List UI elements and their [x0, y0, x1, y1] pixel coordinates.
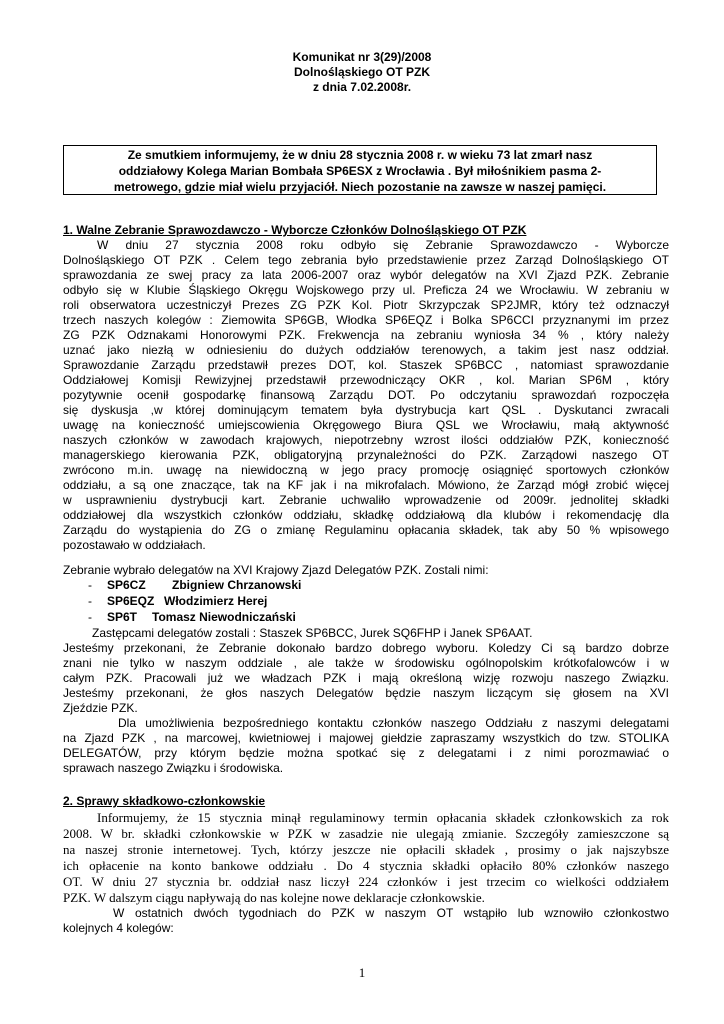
- paragraph-line: DELEGATÓW, przy którym będzie można spotkać się z delegatami i z nimi porozmawiać o: [63, 746, 669, 760]
- paragraph-line: się dyskusja ,w której dominującym tematem była dystrybucja kart QSL . Dyskutanci zwracali: [63, 403, 669, 417]
- paragraph-line: Zastępcami delegatów zostali : Staszek SP6BCC, Jurek SQ6FHP i Janek SP6AAT.: [92, 626, 533, 640]
- delegate-callsign: SP6T: [107, 610, 138, 624]
- delegate-name: Włodzimierz Herej: [164, 594, 268, 608]
- paragraph-line: oddziału, a są one znaczące, tak na KF jak i na mikrofalach. Mówiono, że Zarząd mógł zrobić więcej: [63, 478, 669, 492]
- header-title: Komunikat nr 3(29)/2008: [292, 50, 432, 64]
- paragraph-line: pozostawało w oddziałach.: [63, 538, 206, 552]
- paragraph-line: ZG PZK Odznakami Honorowymi PZK. Frekwencja na zebraniu wyniosła 34 % , który należy: [63, 328, 669, 342]
- paragraph-line: w usprawnieniu dystrybucji kart. Zebranie uchwaliło wprowadzenie od 2009r. jednolitej składki: [63, 493, 669, 507]
- paragraph-line: PZK. W dalszym ciągu napływają do nas kolejne nowe deklaracje członkowskie.: [63, 890, 485, 905]
- header-organization: Dolnośląskiego OT PZK: [293, 65, 431, 79]
- section-1-title: 1. Walne Zebranie Sprawozdawczo - Wyborcze Członków Dolnośląskiego OT PZK: [63, 223, 527, 237]
- paragraph-line: Zarządu do wystąpienia do ZG o zmianę Regulaminu opłacania składek, tak aby 50 % wpisowego: [63, 523, 669, 537]
- notice-line: oddziałowy Kolega Marian Bombała SP6ESX z Wrocławia . Był miłośnikiem pasma 2-: [118, 164, 602, 178]
- paragraph-line: trzech naszych kolegów : Ziemowita SP6GB, Włodka SP6EQZ i Bolka SP6CCI przyznanymi im przez: [63, 313, 669, 327]
- paragraph-line: Zebranie wybrało delegatów na XVI Krajowy Zjazd Delegatów PZK. Zostali nimi:: [63, 563, 489, 577]
- paragraph-line: naszych członków w zawodach krajowych, niepotrzebny wzrost ilości oddziałów PZK, konieczność: [63, 433, 669, 447]
- paragraph-line: sprawozdania ze swej pracy za lata 2006-2007 oraz wybór delegatów na XVI Zjazd PZK. Zebranie: [63, 268, 669, 282]
- page-number: 1: [358, 965, 366, 980]
- paragraph-line: Dolnośląskiego OT PZK . Celem tego zebrania było przedstawienie przez Zarząd Dolnośląskiego OT: [63, 253, 669, 267]
- paragraph-line: Informujemy, że 15 stycznia minął regulaminowy termin opłacania składek członkowskich za rok: [97, 810, 669, 825]
- paragraph-line: managerskiego kierowania PZK, obligatoryjną przynależności do PZK. Zarządowi naszego OT: [63, 448, 669, 462]
- paragraph-line: Jesteśmy przekonani, że głos naszych Delegatów będzie naszym liczącym się głosem na XVI: [63, 686, 669, 700]
- paragraph-line: odbyło się w Klubie Śląskiego Okręgu Wojskowego przy ul. Preficza 24 we Wrocławiu. W zebraniu w: [63, 283, 669, 297]
- obituary-notice-box: [63, 145, 657, 195]
- paragraph-line: zwrócono m.in. uwagę na niewidoczną w jego pracy promocję osiągnięć sportowych członków: [63, 463, 669, 477]
- paragraph-line: OT. W dniu 27 stycznia br. oddział nasz liczył 224 członków i jest trzecim co wielkości oddziałem: [63, 874, 669, 889]
- paragraph-line: na naszej stronie internetowej. Tych, którzy jeszcze nie opłacili składek , prosimy o jak najszybsze: [63, 842, 669, 857]
- notice-line: Ze smutkiem informujemy, że w dniu 28 stycznia 2008 r. w wieku 73 lat zmarł nasz: [127, 148, 593, 162]
- list-bullet: -: [88, 594, 92, 608]
- header-date: z dnia 7.02.2008r.: [312, 80, 412, 94]
- paragraph-line: Jesteśmy przekonani, że Zebranie dokonało bardzo dobrego wyboru. Koledzy Ci są bardzo dobrze: [63, 641, 669, 655]
- communique-header: [0, 50, 724, 95]
- list-bullet: -: [88, 578, 92, 592]
- paragraph-line: kolejnych 4 kolegów:: [63, 921, 174, 935]
- paragraph-line: W dniu 27 stycznia 2008 roku odbyło się Zebranie Sprawozdawczo - Wyborcze: [97, 238, 669, 252]
- paragraph-line: Dla umożliwienia bezpośredniego kontaktu członków naszego Oddziału z naszymi delegatami: [118, 716, 669, 730]
- paragraph-line: 2008. W br. składki członkowskie w PZK w zasadzie nie ulegają zmianie. Szczegóły zamieszczone są: [63, 826, 669, 841]
- delegate-name: Zbigniew Chrzanowski: [172, 578, 302, 592]
- paragraph-line: całym PZK. Pracowali już we władzach PZK i mają określoną wizję rozwoju naszego Związku.: [63, 671, 669, 685]
- paragraph-line: ich opłacenie na konto bankowe oddziału . Do 4 stycznia składki opłaciło 80% członków naszego: [63, 858, 669, 873]
- paragraph-line: sprawach naszego Związku i środowiska.: [63, 761, 284, 775]
- delegate-callsign: SP6CZ: [107, 578, 146, 592]
- paragraph-line: W ostatnich dwóch tygodniach do PZK w naszym OT wstąpiło lub wznowiło członkostwo: [113, 906, 669, 920]
- paragraph-line: na Zjazd PZK , na marcowej, kwietniowej i majowej giełdzie zapraszamy wszystkich do tzw. STOLIKA: [63, 731, 669, 745]
- paragraph-line: oddziałowej dla wszystkich członków oddziału, składkę oddziałową dla klubów i rekomendację dla: [63, 508, 669, 522]
- paragraph-line: roli obserwatora uczestniczył Prezes ZG PZK Kol. Piotr Skrzypczak SP2JMR, który też odznaczył: [63, 298, 669, 312]
- paragraph-line: pozytywnie ocenił gospodarkę finansową Zarządu DOT. Po odczytaniu sprawozdań rozpoczęła: [63, 388, 669, 402]
- paragraph-line: uznać jako niezłą w odniesieniu do dużych oddziałów terenowych, a takim jest nasz oddział.: [63, 343, 669, 357]
- notice-line: metrowego, gdzie miał wielu przyjaciół. Niech pozostanie na zawsze w naszej pamięci.: [113, 180, 607, 194]
- section-2-title: 2. Sprawy składkowo-członkowskie: [63, 794, 266, 808]
- delegate-callsign: SP6EQZ: [107, 594, 155, 608]
- paragraph-line: znani nie tylko w naszym oddziale , ale także w środowisku ogólnopolskim krótkofalowców i w: [63, 656, 669, 670]
- paragraph-line: Zjeździe PZK.: [63, 701, 138, 715]
- paragraph-line: Sprawozdanie Zarządu przedstawił prezes DOT, kol. Staszek SP6BCC , natomiast sprawozdanie: [63, 358, 669, 372]
- delegate-name: Tomasz Niewodniczański: [152, 610, 296, 624]
- list-bullet: -: [88, 610, 92, 624]
- paragraph-line: Oddziałowej Komisji Rewizyjnej przedstawił przewodniczący OKR , kol. Marian SP6M , który: [63, 373, 669, 387]
- paragraph-line: uwagę na konieczność umiejscowienia Okręgowego Biura QSL we Wrocławiu, małą aktywność: [63, 418, 669, 432]
